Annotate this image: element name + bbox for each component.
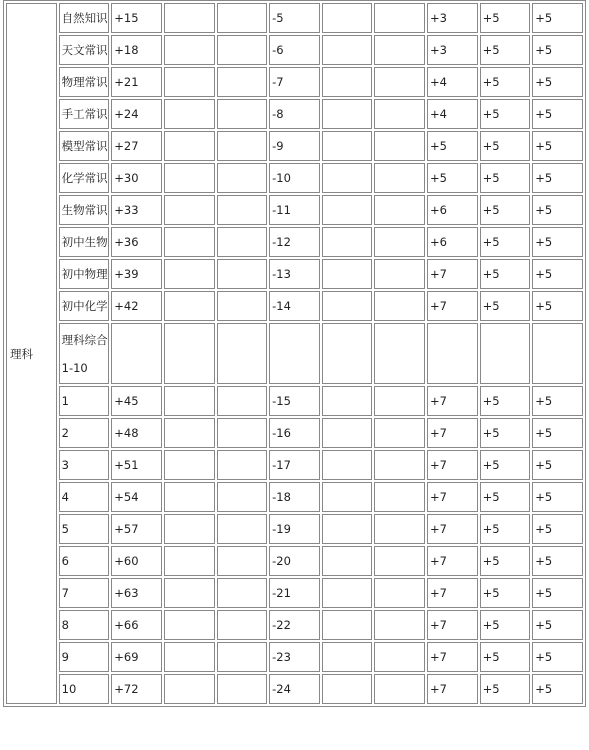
row-label-cell: 手工常识 bbox=[59, 99, 110, 129]
value-cell: +5 bbox=[532, 259, 583, 289]
value-cell: +5 bbox=[532, 3, 583, 33]
value-cell: +5 bbox=[427, 131, 478, 161]
empty-cell bbox=[164, 323, 215, 384]
value-cell bbox=[164, 99, 215, 129]
value-cell: -19 bbox=[269, 514, 320, 544]
row-label-cell: 化学常识 bbox=[59, 163, 110, 193]
value-cell bbox=[374, 67, 425, 97]
value-cell: +5 bbox=[480, 578, 531, 608]
value-cell: +5 bbox=[532, 99, 583, 129]
value-cell bbox=[217, 163, 268, 193]
row-label-cell: 初中化学 bbox=[59, 291, 110, 321]
row-label-cell: 物理常识 bbox=[59, 67, 110, 97]
table-row bbox=[6, 386, 583, 416]
table-row bbox=[6, 163, 583, 193]
value-cell: +7 bbox=[427, 291, 478, 321]
table-row bbox=[6, 3, 583, 33]
value-cell: +48 bbox=[111, 418, 162, 448]
value-cell bbox=[374, 642, 425, 672]
value-cell bbox=[374, 35, 425, 65]
value-cell: +57 bbox=[111, 514, 162, 544]
value-cell: +5 bbox=[480, 610, 531, 640]
value-cell bbox=[374, 386, 425, 416]
value-cell: +7 bbox=[427, 514, 478, 544]
value-cell bbox=[164, 163, 215, 193]
table-row bbox=[6, 259, 583, 289]
value-cell bbox=[217, 259, 268, 289]
value-cell bbox=[164, 227, 215, 257]
value-cell: +5 bbox=[532, 227, 583, 257]
value-cell: +5 bbox=[532, 418, 583, 448]
value-cell: +5 bbox=[480, 163, 531, 193]
value-cell: +69 bbox=[111, 642, 162, 672]
value-cell: -12 bbox=[269, 227, 320, 257]
value-cell bbox=[164, 610, 215, 640]
value-cell bbox=[164, 418, 215, 448]
table-row bbox=[6, 227, 583, 257]
value-cell bbox=[322, 578, 373, 608]
value-cell bbox=[164, 131, 215, 161]
value-cell: +5 bbox=[480, 482, 531, 512]
empty-cell bbox=[111, 323, 162, 384]
value-cell: +5 bbox=[480, 642, 531, 672]
value-cell bbox=[164, 195, 215, 225]
value-cell bbox=[164, 642, 215, 672]
value-cell bbox=[164, 578, 215, 608]
group-header-title: 理科综合 bbox=[61, 332, 108, 347]
value-cell bbox=[217, 3, 268, 33]
value-cell bbox=[217, 610, 268, 640]
value-cell: -13 bbox=[269, 259, 320, 289]
table-row bbox=[6, 291, 583, 321]
value-cell bbox=[217, 131, 268, 161]
value-cell: +5 bbox=[480, 674, 531, 704]
table-row bbox=[6, 610, 583, 640]
value-cell bbox=[164, 482, 215, 512]
value-cell bbox=[164, 3, 215, 33]
value-cell: +4 bbox=[427, 67, 478, 97]
value-cell bbox=[374, 546, 425, 576]
table-row bbox=[6, 99, 583, 129]
value-cell: +5 bbox=[532, 131, 583, 161]
table-row bbox=[6, 418, 583, 448]
row-label-cell: 生物常识 bbox=[59, 195, 110, 225]
value-cell: +5 bbox=[480, 67, 531, 97]
value-cell bbox=[164, 35, 215, 65]
value-cell bbox=[322, 259, 373, 289]
value-cell bbox=[217, 227, 268, 257]
value-cell bbox=[217, 514, 268, 544]
value-cell bbox=[322, 482, 373, 512]
value-cell: +5 bbox=[532, 514, 583, 544]
row-label-cell: 2 bbox=[59, 418, 110, 448]
value-cell bbox=[164, 450, 215, 480]
value-cell: +7 bbox=[427, 674, 478, 704]
row-label-cell: 3 bbox=[59, 450, 110, 480]
value-cell: +54 bbox=[111, 482, 162, 512]
row-label-cell: 6 bbox=[59, 546, 110, 576]
value-cell: +5 bbox=[480, 450, 531, 480]
value-cell bbox=[374, 578, 425, 608]
empty-cell bbox=[532, 323, 583, 384]
table-row bbox=[6, 450, 583, 480]
value-cell: -20 bbox=[269, 546, 320, 576]
value-cell: +5 bbox=[532, 482, 583, 512]
row-label-cell: 1 bbox=[59, 386, 110, 416]
value-cell: -16 bbox=[269, 418, 320, 448]
value-cell: -5 bbox=[269, 3, 320, 33]
value-cell bbox=[217, 546, 268, 576]
row-label-cell: 模型常识 bbox=[59, 131, 110, 161]
category-cell: 理科 bbox=[6, 3, 57, 704]
value-cell: -9 bbox=[269, 131, 320, 161]
value-cell: +5 bbox=[532, 450, 583, 480]
value-cell: +33 bbox=[111, 195, 162, 225]
empty-cell bbox=[269, 323, 320, 384]
empty-cell bbox=[480, 323, 531, 384]
value-cell: +5 bbox=[532, 578, 583, 608]
value-cell bbox=[164, 291, 215, 321]
value-cell: +7 bbox=[427, 450, 478, 480]
value-cell: -22 bbox=[269, 610, 320, 640]
value-cell: +45 bbox=[111, 386, 162, 416]
value-cell: +6 bbox=[427, 195, 478, 225]
value-cell bbox=[322, 610, 373, 640]
value-cell bbox=[322, 67, 373, 97]
value-cell bbox=[374, 163, 425, 193]
value-cell: +7 bbox=[427, 259, 478, 289]
value-cell bbox=[164, 674, 215, 704]
value-cell: +5 bbox=[532, 291, 583, 321]
value-cell bbox=[322, 131, 373, 161]
value-cell bbox=[322, 35, 373, 65]
value-cell: +3 bbox=[427, 3, 478, 33]
value-cell: -21 bbox=[269, 578, 320, 608]
value-cell bbox=[322, 418, 373, 448]
value-cell bbox=[374, 259, 425, 289]
empty-cell bbox=[322, 323, 373, 384]
value-cell: +5 bbox=[480, 418, 531, 448]
value-cell: +5 bbox=[532, 546, 583, 576]
value-cell: -7 bbox=[269, 67, 320, 97]
value-cell: +5 bbox=[480, 131, 531, 161]
value-cell: +7 bbox=[427, 578, 478, 608]
table-row bbox=[6, 514, 583, 544]
value-cell: +7 bbox=[427, 610, 478, 640]
row-label-cell: 5 bbox=[59, 514, 110, 544]
value-cell bbox=[217, 195, 268, 225]
value-cell: -15 bbox=[269, 386, 320, 416]
value-cell: +4 bbox=[427, 99, 478, 129]
value-cell bbox=[217, 450, 268, 480]
value-cell: +5 bbox=[480, 227, 531, 257]
value-cell: +72 bbox=[111, 674, 162, 704]
value-cell: +42 bbox=[111, 291, 162, 321]
table-wrapper bbox=[3, 0, 586, 707]
value-cell bbox=[322, 227, 373, 257]
row-label-cell: 初中生物 bbox=[59, 227, 110, 257]
row-label-cell: 自然知识 bbox=[59, 3, 110, 33]
value-cell bbox=[322, 386, 373, 416]
value-cell bbox=[322, 514, 373, 544]
value-cell bbox=[374, 482, 425, 512]
value-cell: +5 bbox=[480, 3, 531, 33]
value-cell bbox=[374, 227, 425, 257]
value-cell bbox=[322, 195, 373, 225]
value-cell: -18 bbox=[269, 482, 320, 512]
value-cell bbox=[374, 3, 425, 33]
value-cell bbox=[374, 610, 425, 640]
value-cell: +5 bbox=[480, 291, 531, 321]
row-label-cell: 7 bbox=[59, 578, 110, 608]
row-label-cell: 8 bbox=[59, 610, 110, 640]
value-cell: +5 bbox=[532, 163, 583, 193]
row-label-cell: 天文常识 bbox=[59, 35, 110, 65]
value-cell: +5 bbox=[532, 674, 583, 704]
value-cell bbox=[374, 418, 425, 448]
table-row bbox=[6, 482, 583, 512]
value-cell bbox=[217, 642, 268, 672]
row-label-cell: 9 bbox=[59, 642, 110, 672]
value-cell: +27 bbox=[111, 131, 162, 161]
value-cell bbox=[217, 99, 268, 129]
value-cell: +7 bbox=[427, 642, 478, 672]
value-cell bbox=[217, 418, 268, 448]
table-row bbox=[6, 131, 583, 161]
value-cell: +63 bbox=[111, 578, 162, 608]
value-cell bbox=[374, 131, 425, 161]
value-cell bbox=[164, 386, 215, 416]
value-cell bbox=[217, 67, 268, 97]
group-header-cell bbox=[59, 323, 110, 384]
value-cell: -10 bbox=[269, 163, 320, 193]
value-cell: +36 bbox=[111, 227, 162, 257]
value-cell bbox=[217, 291, 268, 321]
value-cell bbox=[322, 163, 373, 193]
value-cell bbox=[322, 291, 373, 321]
value-cell: +5 bbox=[480, 514, 531, 544]
value-cell: +7 bbox=[427, 386, 478, 416]
value-cell: +5 bbox=[480, 386, 531, 416]
skill-table bbox=[3, 0, 586, 707]
value-cell bbox=[374, 99, 425, 129]
table-row bbox=[6, 67, 583, 97]
value-cell: +5 bbox=[427, 163, 478, 193]
value-cell: -24 bbox=[269, 674, 320, 704]
value-cell bbox=[322, 674, 373, 704]
value-cell: -8 bbox=[269, 99, 320, 129]
value-cell: -14 bbox=[269, 291, 320, 321]
value-cell: +5 bbox=[532, 642, 583, 672]
table-row bbox=[6, 195, 583, 225]
value-cell: -11 bbox=[269, 195, 320, 225]
value-cell bbox=[217, 482, 268, 512]
value-cell bbox=[164, 259, 215, 289]
value-cell bbox=[217, 35, 268, 65]
value-cell bbox=[374, 450, 425, 480]
value-cell bbox=[217, 674, 268, 704]
value-cell: +30 bbox=[111, 163, 162, 193]
group-header-row bbox=[6, 323, 583, 384]
value-cell: +18 bbox=[111, 35, 162, 65]
value-cell bbox=[217, 578, 268, 608]
value-cell: +39 bbox=[111, 259, 162, 289]
value-cell bbox=[374, 674, 425, 704]
value-cell: +7 bbox=[427, 418, 478, 448]
value-cell: +6 bbox=[427, 227, 478, 257]
value-cell bbox=[322, 546, 373, 576]
value-cell bbox=[164, 546, 215, 576]
empty-cell bbox=[374, 323, 425, 384]
value-cell: +5 bbox=[532, 195, 583, 225]
value-cell: +5 bbox=[532, 610, 583, 640]
value-cell: +5 bbox=[480, 546, 531, 576]
value-cell bbox=[164, 514, 215, 544]
value-cell bbox=[322, 99, 373, 129]
value-cell bbox=[374, 291, 425, 321]
table-row bbox=[6, 578, 583, 608]
value-cell: +5 bbox=[532, 67, 583, 97]
table-row bbox=[6, 546, 583, 576]
value-cell bbox=[322, 642, 373, 672]
value-cell: -23 bbox=[269, 642, 320, 672]
value-cell: +7 bbox=[427, 546, 478, 576]
table-body bbox=[6, 3, 583, 704]
table-row bbox=[6, 642, 583, 672]
table-row bbox=[6, 674, 583, 704]
value-cell: +5 bbox=[480, 35, 531, 65]
value-cell: +66 bbox=[111, 610, 162, 640]
value-cell bbox=[164, 67, 215, 97]
row-label-cell: 4 bbox=[59, 482, 110, 512]
value-cell: +5 bbox=[480, 99, 531, 129]
table-row bbox=[6, 35, 583, 65]
value-cell bbox=[322, 450, 373, 480]
value-cell: +7 bbox=[427, 482, 478, 512]
value-cell bbox=[217, 386, 268, 416]
value-cell: +5 bbox=[532, 386, 583, 416]
value-cell: -17 bbox=[269, 450, 320, 480]
value-cell: +3 bbox=[427, 35, 478, 65]
value-cell: +51 bbox=[111, 450, 162, 480]
value-cell: +5 bbox=[480, 259, 531, 289]
value-cell: +5 bbox=[532, 35, 583, 65]
value-cell bbox=[374, 195, 425, 225]
value-cell bbox=[322, 3, 373, 33]
empty-cell bbox=[217, 323, 268, 384]
row-label-cell: 初中物理 bbox=[59, 259, 110, 289]
value-cell: +15 bbox=[111, 3, 162, 33]
empty-cell bbox=[427, 323, 478, 384]
group-header-range: 1-10 bbox=[61, 360, 88, 375]
row-label-cell: 10 bbox=[59, 674, 110, 704]
value-cell: +60 bbox=[111, 546, 162, 576]
value-cell: +5 bbox=[480, 195, 531, 225]
value-cell bbox=[374, 514, 425, 544]
value-cell: +24 bbox=[111, 99, 162, 129]
value-cell: -6 bbox=[269, 35, 320, 65]
value-cell: +21 bbox=[111, 67, 162, 97]
